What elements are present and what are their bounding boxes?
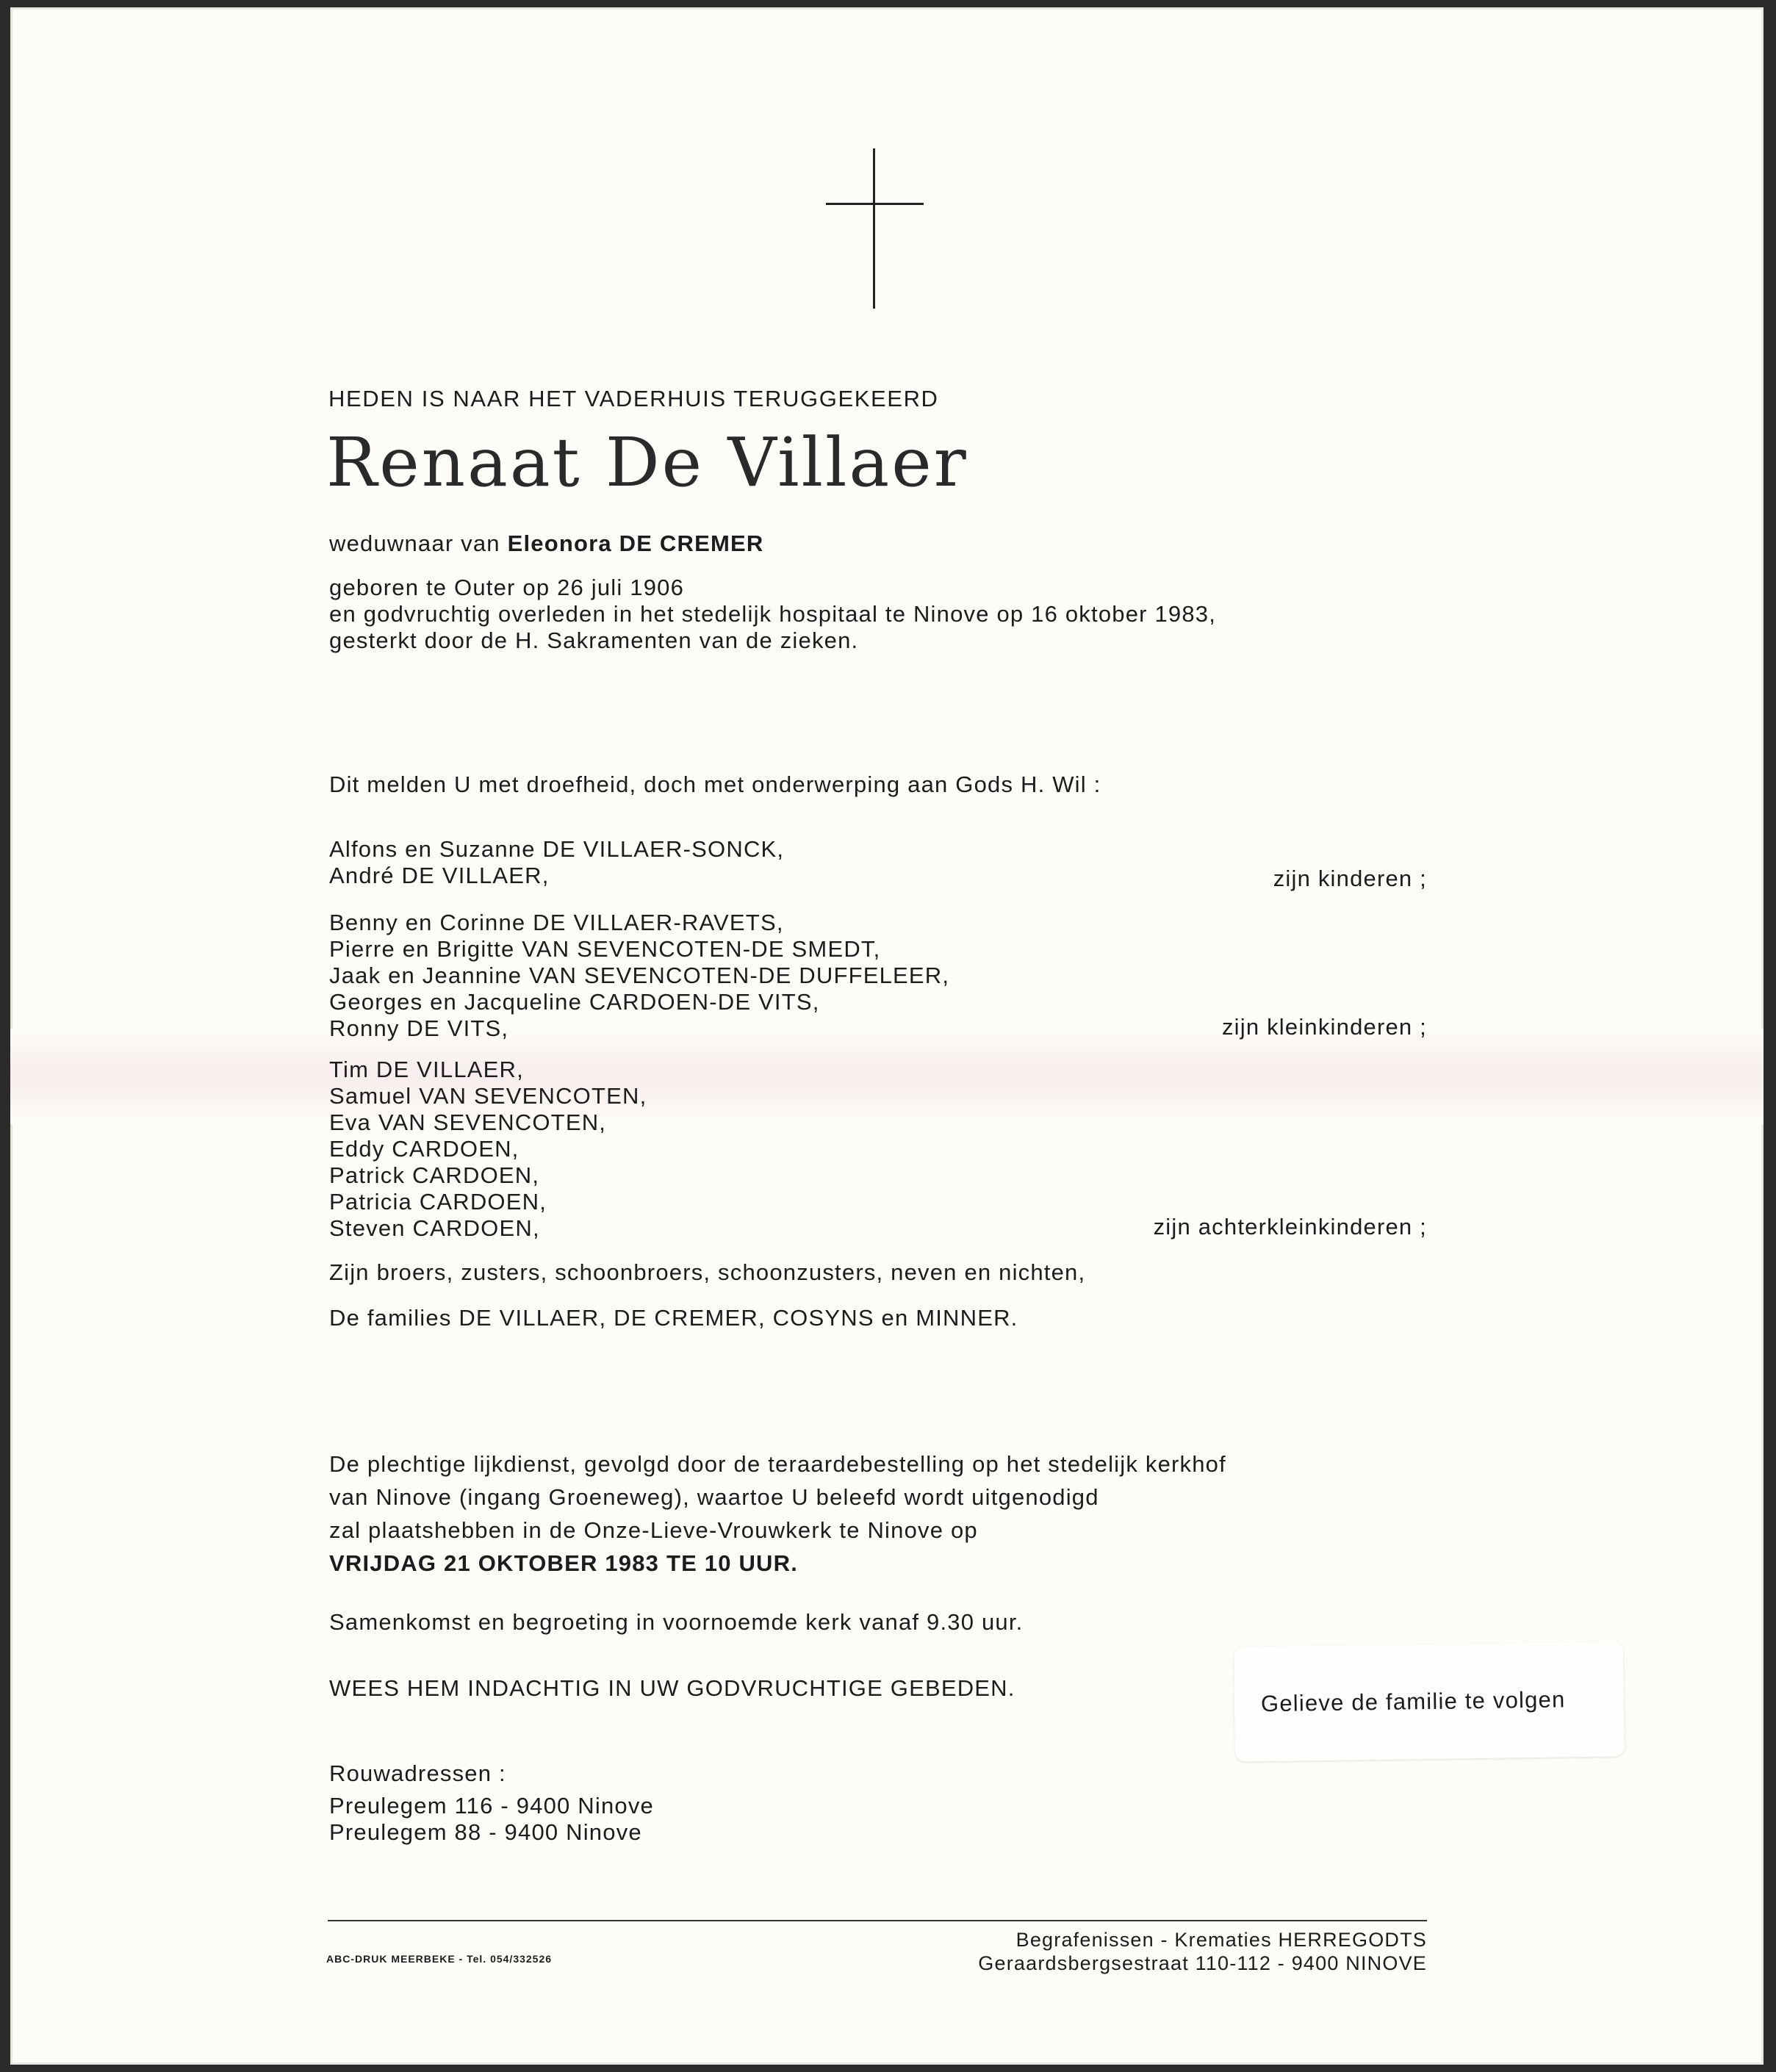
list-item: André DE VILLAER, bbox=[329, 863, 550, 888]
printer-credit: ABC-DRUK MEERBEKE - Tel. 054/332526 bbox=[326, 1953, 553, 1965]
deceased-name: Renaat De Villaer bbox=[326, 423, 968, 502]
undertaker-block bbox=[978, 1928, 1427, 1975]
great-grandchildren-list bbox=[329, 1057, 647, 1242]
list-item: Samuel VAN SEVENCOTEN, bbox=[329, 1083, 647, 1109]
announcement: Dit melden U met droefheid, doch met onderwerping aan Gods H. Wil : bbox=[329, 771, 1101, 797]
spouse-line bbox=[329, 530, 763, 557]
list-item: Eva VAN SEVENCOTEN, bbox=[329, 1109, 607, 1135]
grandchildren-list bbox=[329, 910, 949, 1042]
list-item: Benny en Corinne DE VILLAER-RAVETS, bbox=[329, 910, 784, 935]
families-line: De families DE VILLAER, DE CREMER, COSYNS en MINNER. bbox=[329, 1305, 1018, 1331]
birth-line: geboren te Outer op 26 juli 1906 bbox=[329, 575, 685, 600]
list-item: Jaak en Jeannine VAN SEVENCOTEN-DE DUFFELEER, bbox=[329, 963, 950, 988]
service-block bbox=[329, 1447, 1226, 1580]
relatives-line: Zijn broers, zusters, schoonbroers, schoonzusters, neven en nichten, bbox=[329, 1259, 1086, 1285]
sacrament-line: gesterkt door de H. Sakramenten van de zieken. bbox=[329, 627, 859, 653]
addresses-title: Rouwadressen : bbox=[329, 1760, 506, 1786]
sticker-text: Gelieve de familie te volgen bbox=[1260, 1686, 1566, 1717]
list-item: Alfons en Suzanne DE VILLAER-SONCK, bbox=[329, 836, 785, 862]
service-line: zal plaatshebben in de Onze-Lieve-Vrouwkerk te Ninove op bbox=[329, 1517, 978, 1543]
birth-death-block bbox=[329, 575, 1216, 654]
paper-fold bbox=[10, 1029, 1764, 1124]
list-item: Tim DE VILLAER, bbox=[329, 1057, 524, 1082]
footer-divider bbox=[328, 1920, 1427, 1921]
prayer-line: WEES HEM INDACHTIG IN UW GODVRUCHTIGE GEBEDEN. bbox=[329, 1675, 1015, 1701]
list-item: Patrick CARDOEN, bbox=[329, 1162, 540, 1188]
undertaker-line: Geraardsbergsestraat 110-112 - 9400 NINOVE bbox=[978, 1952, 1427, 1974]
list-item: Pierre en Brigitte VAN SEVENCOTEN-DE SMEDT, bbox=[329, 936, 881, 962]
list-item: Eddy CARDOEN, bbox=[329, 1136, 520, 1162]
grandchildren-relation: zijn kleinkinderen ; bbox=[1221, 1014, 1427, 1040]
list-item: Ronny DE VITS, bbox=[329, 1015, 509, 1041]
address-line: Preulegem 88 - 9400 Ninove bbox=[329, 1819, 642, 1845]
spouse-name: Eleonora DE CREMER bbox=[507, 530, 764, 556]
spouse-prefix: weduwnaar van bbox=[329, 530, 500, 556]
service-line: van Ninove (ingang Groeneweg), waartoe U beleefd wordt uitgenodigd bbox=[329, 1484, 1099, 1510]
great-grandchildren-relation: zijn achterkleinkinderen ; bbox=[1153, 1214, 1427, 1240]
service-line: De plechtige lijkdienst, gevolgd door de teraardebestelling op het stedelijk kerkhof bbox=[329, 1451, 1226, 1477]
addresses-block bbox=[329, 1760, 654, 1846]
memorial-card bbox=[10, 7, 1764, 2065]
follow-family-sticker bbox=[1234, 1641, 1625, 1761]
address-line: Preulegem 116 - 9400 Ninove bbox=[329, 1793, 654, 1819]
gathering-line: Samenkomst en begroeting in voornoemde kerk vanaf 9.30 uur. bbox=[329, 1609, 1024, 1635]
children-relation: zijn kinderen ; bbox=[1273, 866, 1427, 891]
death-line: en godvruchtig overleden in het stedelijk hospitaal te Ninove op 16 oktober 1983, bbox=[329, 601, 1217, 627]
heading: HEDEN IS NAAR HET VADERHUIS TERUGGEKEERD bbox=[328, 386, 939, 411]
children-list bbox=[329, 836, 784, 889]
list-item: Steven CARDOEN, bbox=[329, 1215, 540, 1241]
list-item: Georges en Jacqueline CARDOEN-DE VITS, bbox=[329, 989, 820, 1015]
list-item: Patricia CARDOEN, bbox=[329, 1189, 547, 1215]
undertaker-line: Begrafenissen - Krematies HERREGODTS bbox=[1015, 1929, 1427, 1951]
service-date: VRIJDAG 21 OKTOBER 1983 TE 10 UUR. bbox=[329, 1550, 799, 1576]
